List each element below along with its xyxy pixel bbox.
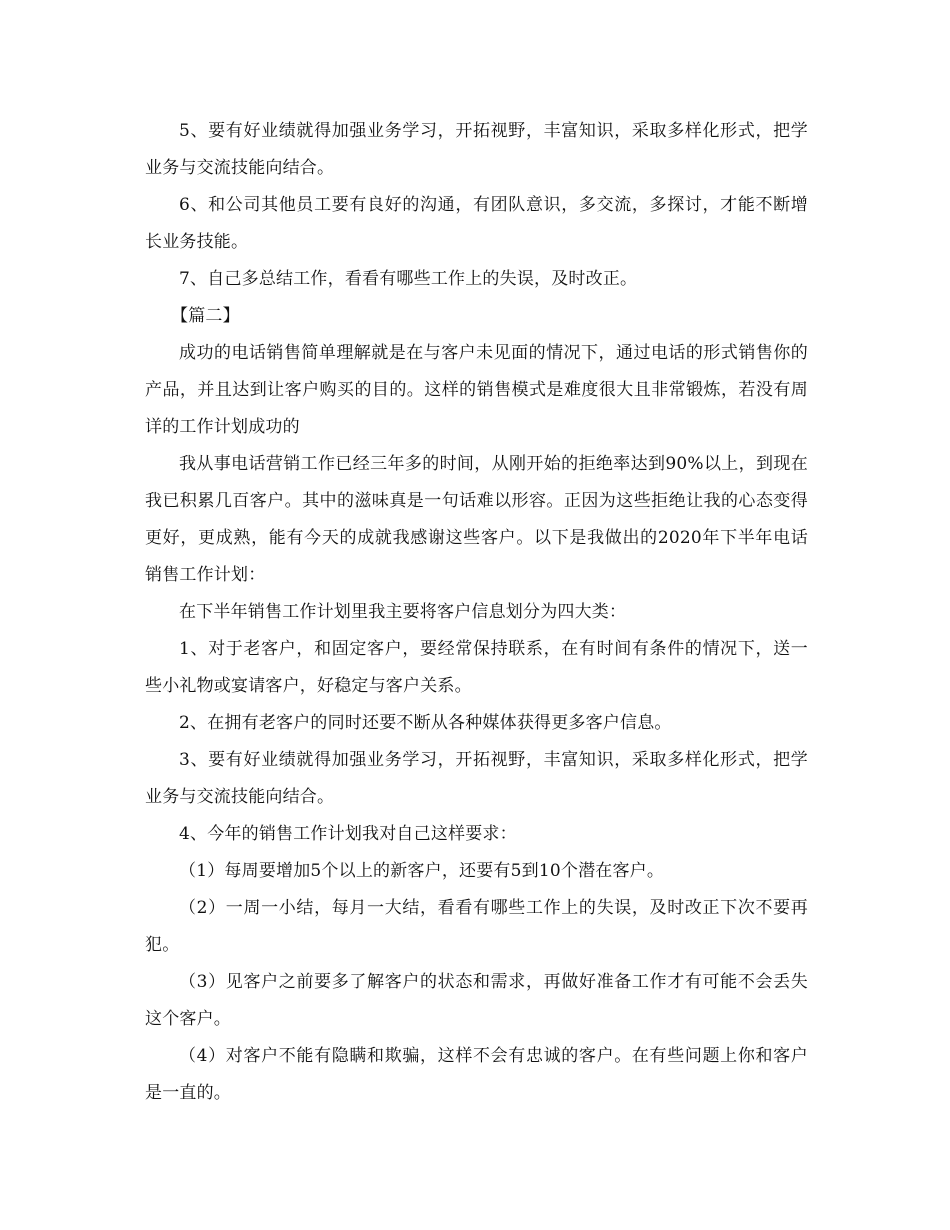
paragraph-experience: 我从事电话营销工作已经三年多的时间，从刚开始的拒绝率达到90%以上，到现在我已积累几百客户。其中的滋味真是一句话难以形容。正因为这些拒绝让我的心态变得更好，更成熟，能有今天的成就我感谢这些客户。以下是我做出的2020年下半年电话销售工作计划：: [145, 454, 808, 585]
paragraph-subitem-3: （3）见客户之前要多了解客户的状态和需求，再做好准备工作才有可能不会丢失这个客户。: [145, 972, 808, 1029]
paragraph-subitem-2: （2）一周一小结，每月一大结，看看有哪些工作上的失误，及时改正下次不要再犯。: [145, 898, 808, 955]
paragraph-item-4: 4、今年的销售工作计划我对自己这样要求：: [179, 824, 517, 844]
paragraph-subitem-1: （1）每周要增加5个以上的新客户，还要有5到10个潜在客户。: [179, 861, 665, 881]
paragraph-subitem-4: （4）对客户不能有隐瞒和欺骗，这样不会有忠诚的客户。在有些问题上你和客户是一直的。: [145, 1046, 808, 1103]
paragraph-item-1: 1、对于老客户，和固定客户，要经常保持联系，在有时间有条件的情况下，送一些小礼物或宴请客户，好稳定与客户关系。: [145, 639, 808, 696]
paragraph-item-3: 3、要有好业绩就得加强业务学习，开拓视野，丰富知识，采取多样化形式，把学业务与交流技能向结合。: [145, 750, 808, 807]
document-body: [145, 113, 808, 1112]
paragraph-item-5: 5、要有好业绩就得加强业务学习，开拓视野，丰富知识，采取多样化形式，把学业务与交流技能向结合。: [145, 121, 808, 178]
paragraph-intro: 成功的电话销售简单理解就是在与客户未见面的情况下，通过电话的形式销售你的产品，并且达到让客户购买的目的。这样的销售模式是难度很大且非常锻炼，若没有周详的工作计划成功的: [145, 343, 808, 437]
section-heading: 【篇二】: [171, 306, 240, 326]
paragraph-item-7: 7、自己多总结工作，看看有哪些工作上的失误，及时改正。: [179, 269, 638, 289]
paragraph-item-2: 2、在拥有老客户的同时还要不断从各种媒体获得更多客户信息。: [179, 713, 672, 733]
paragraph-plan-lead: 在下半年销售工作计划里我主要将客户信息划分为四大类：: [179, 602, 627, 622]
paragraph-item-6: 6、和公司其他员工要有良好的沟通，有团队意识，多交流，多探讨，才能不断增长业务技能。: [145, 195, 808, 252]
